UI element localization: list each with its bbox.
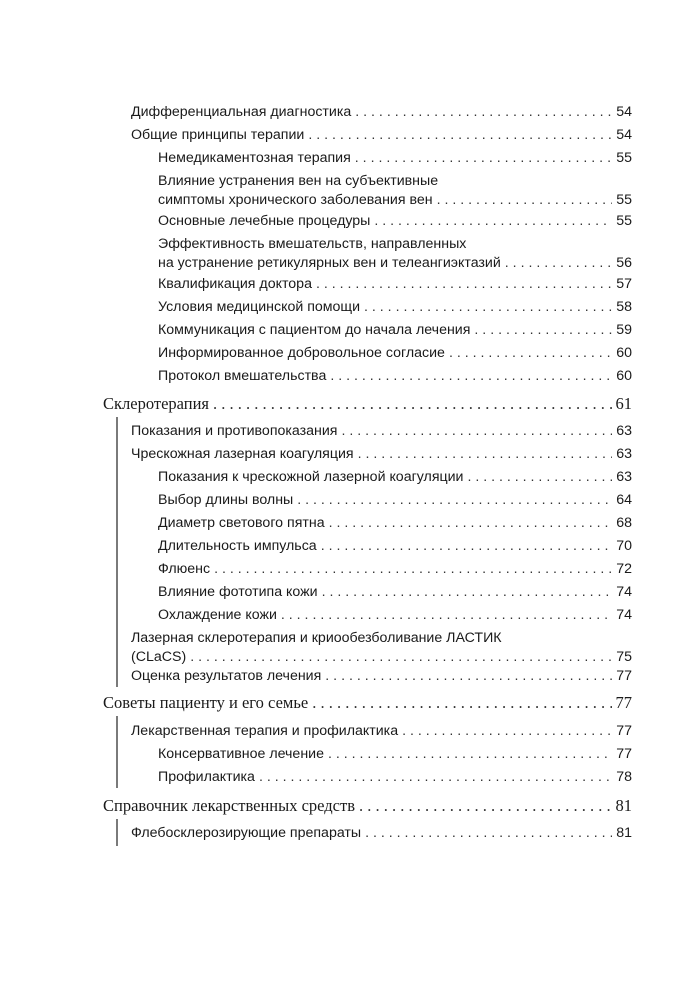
dot-leader bbox=[259, 768, 612, 787]
dot-leader bbox=[505, 254, 612, 273]
toc-page-number: 70 bbox=[616, 538, 632, 554]
toc-page-number: 68 bbox=[616, 515, 632, 531]
dot-leader bbox=[467, 468, 612, 487]
dot-leader bbox=[213, 393, 611, 415]
toc-entry-title: Чрескожная лазерная коагуляция bbox=[131, 446, 354, 462]
toc-subentry[interactable] bbox=[158, 275, 632, 294]
toc-entry-title: Флебосклерозирующие препараты bbox=[131, 825, 362, 841]
toc-page-number: 55 bbox=[616, 213, 632, 229]
toc-entry[interactable] bbox=[131, 422, 632, 441]
toc-subentry[interactable] bbox=[158, 491, 632, 510]
toc-entry-title: Основные лечебные процедуры bbox=[158, 213, 371, 229]
toc-subentry[interactable] bbox=[158, 321, 632, 340]
dot-leader bbox=[316, 275, 612, 294]
toc-subentry[interactable] bbox=[158, 468, 632, 487]
dot-leader bbox=[321, 537, 613, 556]
toc-entry-title: Консервативное лечение bbox=[158, 746, 324, 762]
toc-page-number: 81 bbox=[616, 825, 632, 841]
toc-entry-title: на устранение ретикулярных вен и телеангиэктазий bbox=[158, 255, 501, 271]
dot-leader bbox=[312, 692, 611, 714]
toc-entry-title-line1: Влияние устранения вен на субъективные bbox=[158, 173, 439, 189]
toc-entry-title: Немедикаментозная терапия bbox=[158, 150, 351, 166]
toc-entry-title: Влияние фототипа кожи bbox=[158, 584, 318, 600]
toc-page-number: 77 bbox=[615, 693, 632, 712]
toc-entry-title: Дифференциальная диагностика bbox=[131, 104, 352, 120]
toc-page-number: 77 bbox=[616, 668, 632, 684]
toc-page-number: 54 bbox=[616, 127, 632, 143]
toc-entry-title: Лекарственная терапия и профилактика bbox=[131, 723, 399, 739]
toc-page-number: 63 bbox=[616, 423, 632, 439]
dot-leader bbox=[329, 514, 613, 533]
toc-subentry[interactable] bbox=[158, 745, 632, 764]
toc-subentry[interactable] bbox=[158, 367, 632, 386]
toc-page-number: 60 bbox=[616, 345, 632, 361]
dot-leader bbox=[437, 191, 613, 210]
toc-page-number: 59 bbox=[616, 322, 632, 338]
dot-leader bbox=[402, 722, 612, 741]
toc-entry[interactable] bbox=[131, 445, 632, 464]
toc-entry-title: Условия медицинской помощи bbox=[158, 299, 361, 315]
toc-page-number: 72 bbox=[616, 561, 632, 577]
toc-entry-title: (CLaCS) bbox=[131, 649, 187, 665]
toc-entry-title: Показания к чрескожной лазерной коагуляции bbox=[158, 469, 464, 485]
dot-leader bbox=[328, 745, 612, 764]
toc-entry-title: симптомы хронического заболевания вен bbox=[158, 192, 433, 208]
toc-subentry[interactable] bbox=[158, 537, 632, 556]
toc-subentry[interactable] bbox=[158, 560, 632, 579]
toc-page-number: 63 bbox=[616, 469, 632, 485]
toc-subentry[interactable] bbox=[158, 768, 632, 787]
chapter-title: Склеротерапия bbox=[103, 394, 210, 413]
toc-page-number: 75 bbox=[616, 649, 632, 665]
chapter-divider-line bbox=[116, 716, 118, 788]
toc-entry-title: Коммуникация с пациентом до начала лечения bbox=[158, 322, 471, 338]
dot-leader bbox=[355, 149, 612, 168]
toc-entry[interactable] bbox=[131, 629, 632, 667]
toc-subentry[interactable] bbox=[158, 606, 632, 625]
toc-entry[interactable] bbox=[131, 667, 632, 686]
toc-page-number: 55 bbox=[616, 192, 632, 208]
toc-page-number: 58 bbox=[616, 299, 632, 315]
chapter-title: Справочник лекарственных средств bbox=[103, 796, 355, 815]
dot-leader bbox=[330, 367, 612, 386]
dot-leader bbox=[449, 344, 612, 363]
toc-subentry[interactable] bbox=[158, 212, 632, 231]
dot-leader bbox=[364, 298, 612, 317]
toc-page-number: 55 bbox=[616, 150, 632, 166]
toc-chapter[interactable] bbox=[103, 692, 632, 714]
chapter-title: Советы пациенту и его семье bbox=[103, 693, 309, 712]
toc-subentry[interactable] bbox=[158, 149, 632, 168]
toc-entry-title: Показания и противопоказания bbox=[131, 423, 338, 439]
dot-leader bbox=[474, 321, 612, 340]
toc-entry-title: Выбор длины волны bbox=[158, 492, 294, 508]
toc-entry[interactable] bbox=[131, 824, 632, 843]
toc-subentry[interactable] bbox=[158, 514, 632, 533]
dot-leader bbox=[355, 103, 612, 122]
dot-leader bbox=[359, 795, 612, 817]
toc-page-number: 74 bbox=[616, 584, 632, 600]
toc-page-number: 60 bbox=[616, 368, 632, 384]
toc-entry-title: Протокол вмешательства bbox=[158, 368, 327, 384]
toc-entry-title: Диаметр светового пятна bbox=[158, 515, 325, 531]
dot-leader bbox=[190, 648, 612, 667]
toc-entry-title: Флюенс bbox=[158, 561, 211, 577]
toc-entry-title: Охлаждение кожи bbox=[158, 607, 277, 623]
toc-chapter[interactable] bbox=[103, 795, 632, 817]
dot-leader bbox=[325, 667, 612, 686]
toc-entry-title-line1: Лазерная склеротерапия и криообезболивание ЛАСТИК bbox=[131, 630, 502, 646]
toc-entry-title: Общие принципы терапии bbox=[131, 127, 305, 143]
toc-page-number: 81 bbox=[615, 796, 632, 815]
toc-page-number: 63 bbox=[616, 446, 632, 462]
chapter-divider-line bbox=[116, 819, 118, 846]
chapter-divider-line bbox=[116, 417, 118, 687]
toc-page-number: 77 bbox=[616, 723, 632, 739]
toc-entry-title: Оценка результатов лечения bbox=[131, 668, 322, 684]
toc-page-number: 61 bbox=[615, 394, 632, 413]
toc-entry[interactable] bbox=[131, 126, 632, 145]
dot-leader bbox=[281, 606, 612, 625]
toc-chapter[interactable] bbox=[103, 393, 632, 415]
toc-page-number: 74 bbox=[616, 607, 632, 623]
toc-page-number: 57 bbox=[616, 276, 632, 292]
toc-subentry[interactable] bbox=[158, 298, 632, 317]
toc-page-number: 78 bbox=[616, 769, 632, 785]
toc-page-number: 77 bbox=[616, 746, 632, 762]
dot-leader bbox=[308, 126, 612, 145]
dot-leader bbox=[297, 491, 612, 510]
toc-subentry[interactable] bbox=[158, 172, 632, 210]
toc-subentry[interactable] bbox=[158, 235, 632, 273]
toc-entry-title: Квалификация доктора bbox=[158, 276, 312, 292]
dot-leader bbox=[342, 422, 613, 441]
toc-page-number: 64 bbox=[616, 492, 632, 508]
dot-leader bbox=[322, 583, 613, 602]
dot-leader bbox=[358, 445, 613, 464]
dot-leader bbox=[214, 560, 612, 579]
toc-entry-title: Длительность импульса bbox=[158, 538, 317, 554]
dot-leader bbox=[365, 824, 612, 843]
dot-leader bbox=[374, 212, 612, 231]
toc-entry-title: Информированное добровольное согласие bbox=[158, 345, 445, 361]
toc-entry-title: Профилактика bbox=[158, 769, 255, 785]
toc-subentry[interactable] bbox=[158, 344, 632, 363]
toc-entry[interactable] bbox=[131, 722, 632, 741]
toc-page-number: 56 bbox=[616, 255, 632, 271]
toc-subentry[interactable] bbox=[158, 583, 632, 602]
toc-page-number: 54 bbox=[616, 104, 632, 120]
toc-entry-title-line1: Эффективность вмешательств, направленных bbox=[158, 236, 467, 252]
toc-entry[interactable] bbox=[131, 103, 632, 122]
